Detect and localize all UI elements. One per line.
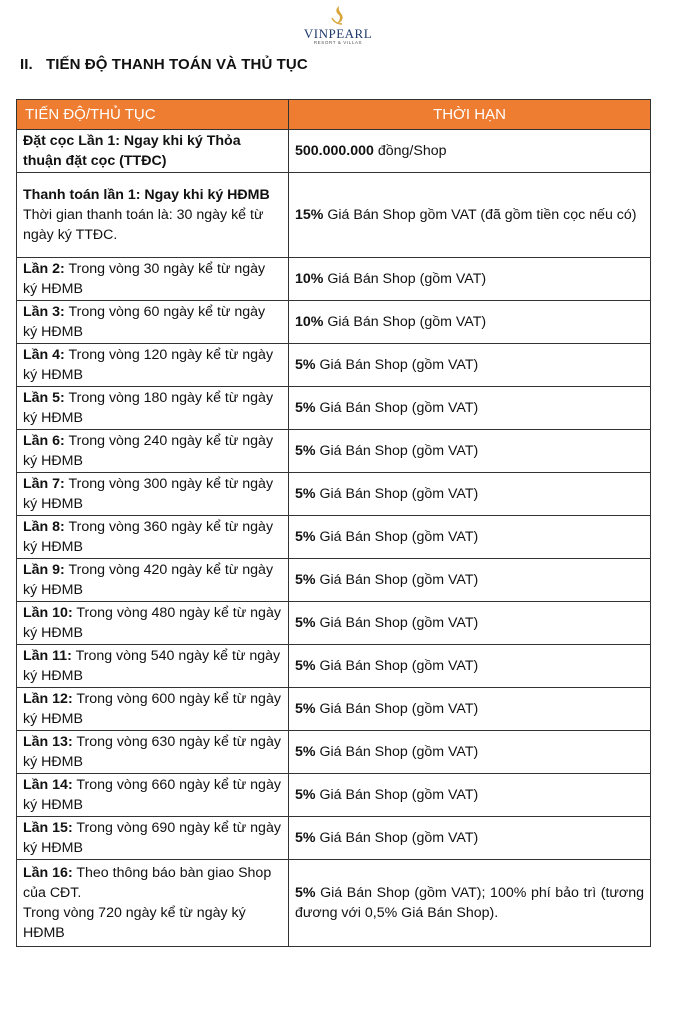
installment-percent: 5% <box>295 400 316 416</box>
table-row <box>17 559 651 602</box>
progress-cell <box>17 516 289 559</box>
installment-text: Trong vòng 600 ngày kể từ ngày ký HĐMB <box>23 691 281 727</box>
progress-cell <box>17 344 289 387</box>
installment-desc: Giá Bán Shop (gồm VAT) <box>315 615 479 631</box>
deadline-cell <box>289 516 651 559</box>
installment-label: Lần 5: <box>23 390 65 406</box>
deadline-cell <box>289 344 651 387</box>
table-row <box>17 817 651 860</box>
deadline-cell <box>289 258 651 301</box>
progress-cell <box>17 387 289 430</box>
installment-label: Lần 7: <box>23 476 65 492</box>
deadline-cell <box>289 387 651 430</box>
table-row <box>17 173 651 258</box>
installment-text: Trong vòng 30 ngày kể từ ngày ký HĐMB <box>23 261 266 297</box>
installment-desc: Giá Bán Shop (gồm VAT) <box>315 529 479 545</box>
progress-cell <box>17 731 289 774</box>
installment-percent: 5% <box>295 701 316 717</box>
table-row <box>17 645 651 688</box>
deadline-cell <box>289 559 651 602</box>
table-row <box>17 344 651 387</box>
progress-cell <box>17 258 289 301</box>
table-row <box>17 387 651 430</box>
installment-label: Lần 12: <box>23 691 73 707</box>
installment-percent: 5% <box>295 830 316 846</box>
progress-cell <box>17 301 289 344</box>
progress-cell <box>17 774 289 817</box>
progress-cell <box>17 688 289 731</box>
installment-label: Lần 15: <box>23 820 73 836</box>
installment-label: Lần 13: <box>23 734 73 750</box>
table-row <box>17 430 651 473</box>
deadline-cell <box>289 473 651 516</box>
installment-text: Trong vòng 660 ngày kể từ ngày ký HĐMB <box>23 777 281 813</box>
progress-cell <box>17 602 289 645</box>
payment-1-term: Thời gian thanh toán là: 30 ngày kể từ ngày ký TTĐC. <box>23 207 264 243</box>
table-row <box>17 258 651 301</box>
installment-desc: Giá Bán Shop (gồm VAT) <box>315 787 479 803</box>
installment-label: Lần 4: <box>23 347 65 363</box>
table-row <box>17 130 651 173</box>
deadline-cell <box>289 602 651 645</box>
installment-text: Trong vòng 540 ngày kể từ ngày ký HĐMB <box>23 648 281 684</box>
payment-1-desc: Giá Bán Shop gồm VAT (đã gồm tiền cọc nếu có) <box>323 207 637 223</box>
progress-cell <box>17 645 289 688</box>
installment-percent: 10% <box>295 314 324 330</box>
progress-cell <box>17 130 289 173</box>
installment-percent: 5% <box>295 744 316 760</box>
section-heading: TIẾN ĐỘ THANH TOÁN VÀ THỦ TỤC <box>46 56 308 73</box>
installment-percent: 5% <box>295 615 316 631</box>
installment-desc: Giá Bán Shop (gồm VAT) <box>315 486 479 502</box>
installment-text: Trong vòng 300 ngày kể từ ngày ký HĐMB <box>23 476 274 512</box>
progress-cell <box>17 817 289 860</box>
section-title <box>20 56 308 73</box>
deadline-cell <box>289 430 651 473</box>
vinpearl-logo <box>298 4 378 50</box>
installment-desc: Giá Bán Shop (gồm VAT) <box>315 701 479 717</box>
installment-label: Lần 14: <box>23 777 73 793</box>
installment-desc: Giá Bán Shop (gồm VAT) <box>315 830 479 846</box>
header-progress: TIẾN ĐỘ/THỦ TỤC <box>17 100 289 130</box>
logo-brand-text: VINPEARL <box>303 26 373 41</box>
deadline-cell <box>289 817 651 860</box>
installment-percent: 5% <box>295 529 316 545</box>
payment-1-percent: 15% <box>295 207 324 223</box>
deadline-cell <box>289 860 651 947</box>
deposit-amount: 500.000.000 <box>295 143 374 159</box>
vinpearl-swan-icon <box>326 4 350 28</box>
installment-desc: Giá Bán Shop (gồm VAT) <box>323 271 487 287</box>
installment-desc: Giá Bán Shop (gồm VAT) <box>315 572 479 588</box>
progress-cell <box>17 559 289 602</box>
payment-schedule-table <box>16 99 651 947</box>
payment-1-label: Thanh toán lần 1: Ngay khi ký HĐMB <box>23 187 270 203</box>
progress-cell <box>17 430 289 473</box>
installment-label: Lần 8: <box>23 519 65 535</box>
installment-label: Lần 11: <box>23 648 72 664</box>
installment-text: Trong vòng 480 ngày kể từ ngày ký HĐMB <box>23 605 281 641</box>
deadline-cell <box>289 173 651 258</box>
deadline-cell <box>289 645 651 688</box>
progress-cell <box>17 473 289 516</box>
table-row <box>17 774 651 817</box>
deadline-cell <box>289 731 651 774</box>
installment-text: Trong vòng 690 ngày kể từ ngày ký HĐMB <box>23 820 281 856</box>
installment-desc: Giá Bán Shop (gồm VAT) <box>315 400 479 416</box>
installment-desc: Giá Bán Shop (gồm VAT) <box>323 314 487 330</box>
installment-text-2: Trong vòng 720 ngày kể từ ngày ký HĐMB <box>23 905 246 941</box>
installment-desc: Giá Bán Shop (gồm VAT) <box>315 443 479 459</box>
installment-text: Trong vòng 180 ngày kể từ ngày ký HĐMB <box>23 390 274 426</box>
deadline-cell <box>289 774 651 817</box>
section-number: II. <box>20 56 33 73</box>
installment-percent: 5% <box>295 357 316 373</box>
installment-percent: 5% <box>295 658 316 674</box>
progress-cell <box>17 173 289 258</box>
table-row <box>17 688 651 731</box>
installment-text: Trong vòng 60 ngày kể từ ngày ký HĐMB <box>23 304 266 340</box>
installment-percent: 5% <box>295 885 316 901</box>
deposit-unit: đồng/Shop <box>373 143 447 159</box>
installment-desc: Giá Bán Shop (gồm VAT) <box>315 744 479 760</box>
table-row <box>17 473 651 516</box>
installment-label: Lần 3: <box>23 304 65 320</box>
table-row <box>17 301 651 344</box>
installment-text: Trong vòng 120 ngày kể từ ngày ký HĐMB <box>23 347 274 383</box>
deadline-cell <box>289 688 651 731</box>
installment-percent: 5% <box>295 443 316 459</box>
deposit-label: Đặt cọc Lần 1: Ngay khi ký Thỏa thuận đặt cọc (TTĐC) <box>23 133 241 169</box>
installment-percent: 5% <box>295 486 316 502</box>
installment-percent: 10% <box>295 271 324 287</box>
installment-desc: Giá Bán Shop (gồm VAT) <box>315 658 479 674</box>
progress-cell <box>17 860 289 947</box>
installment-text: Trong vòng 240 ngày kể từ ngày ký HĐMB <box>23 433 274 469</box>
table-row <box>17 602 651 645</box>
installment-label: Lần 6: <box>23 433 65 449</box>
table-row <box>17 731 651 774</box>
installment-text: Trong vòng 360 ngày kể từ ngày ký HĐMB <box>23 519 274 555</box>
installment-desc: Giá Bán Shop (gồm VAT); 100% phí bảo trì (tương đương với 0,5% Giá Bán Shop). <box>295 885 644 921</box>
installment-label: Lần 10: <box>23 605 73 621</box>
installment-label: Lần 16: <box>23 865 73 881</box>
table-row <box>17 516 651 559</box>
installment-label: Lần 2: <box>23 261 65 277</box>
header-deadline: THỜI HẠN <box>289 100 651 130</box>
logo-sub-text: RESORT & VILLAS <box>313 40 363 45</box>
table-header-row <box>17 100 651 130</box>
installment-text: Trong vòng 630 ngày kể từ ngày ký HĐMB <box>23 734 281 770</box>
installment-text: Theo thông báo bàn giao Shop của CĐT. <box>23 865 272 901</box>
installment-percent: 5% <box>295 787 316 803</box>
installment-desc: Giá Bán Shop (gồm VAT) <box>315 357 479 373</box>
installment-text: Trong vòng 420 ngày kể từ ngày ký HĐMB <box>23 562 274 598</box>
deadline-cell <box>289 130 651 173</box>
installment-percent: 5% <box>295 572 316 588</box>
deadline-cell <box>289 301 651 344</box>
table-row <box>17 860 651 947</box>
installment-label: Lần 9: <box>23 562 65 578</box>
